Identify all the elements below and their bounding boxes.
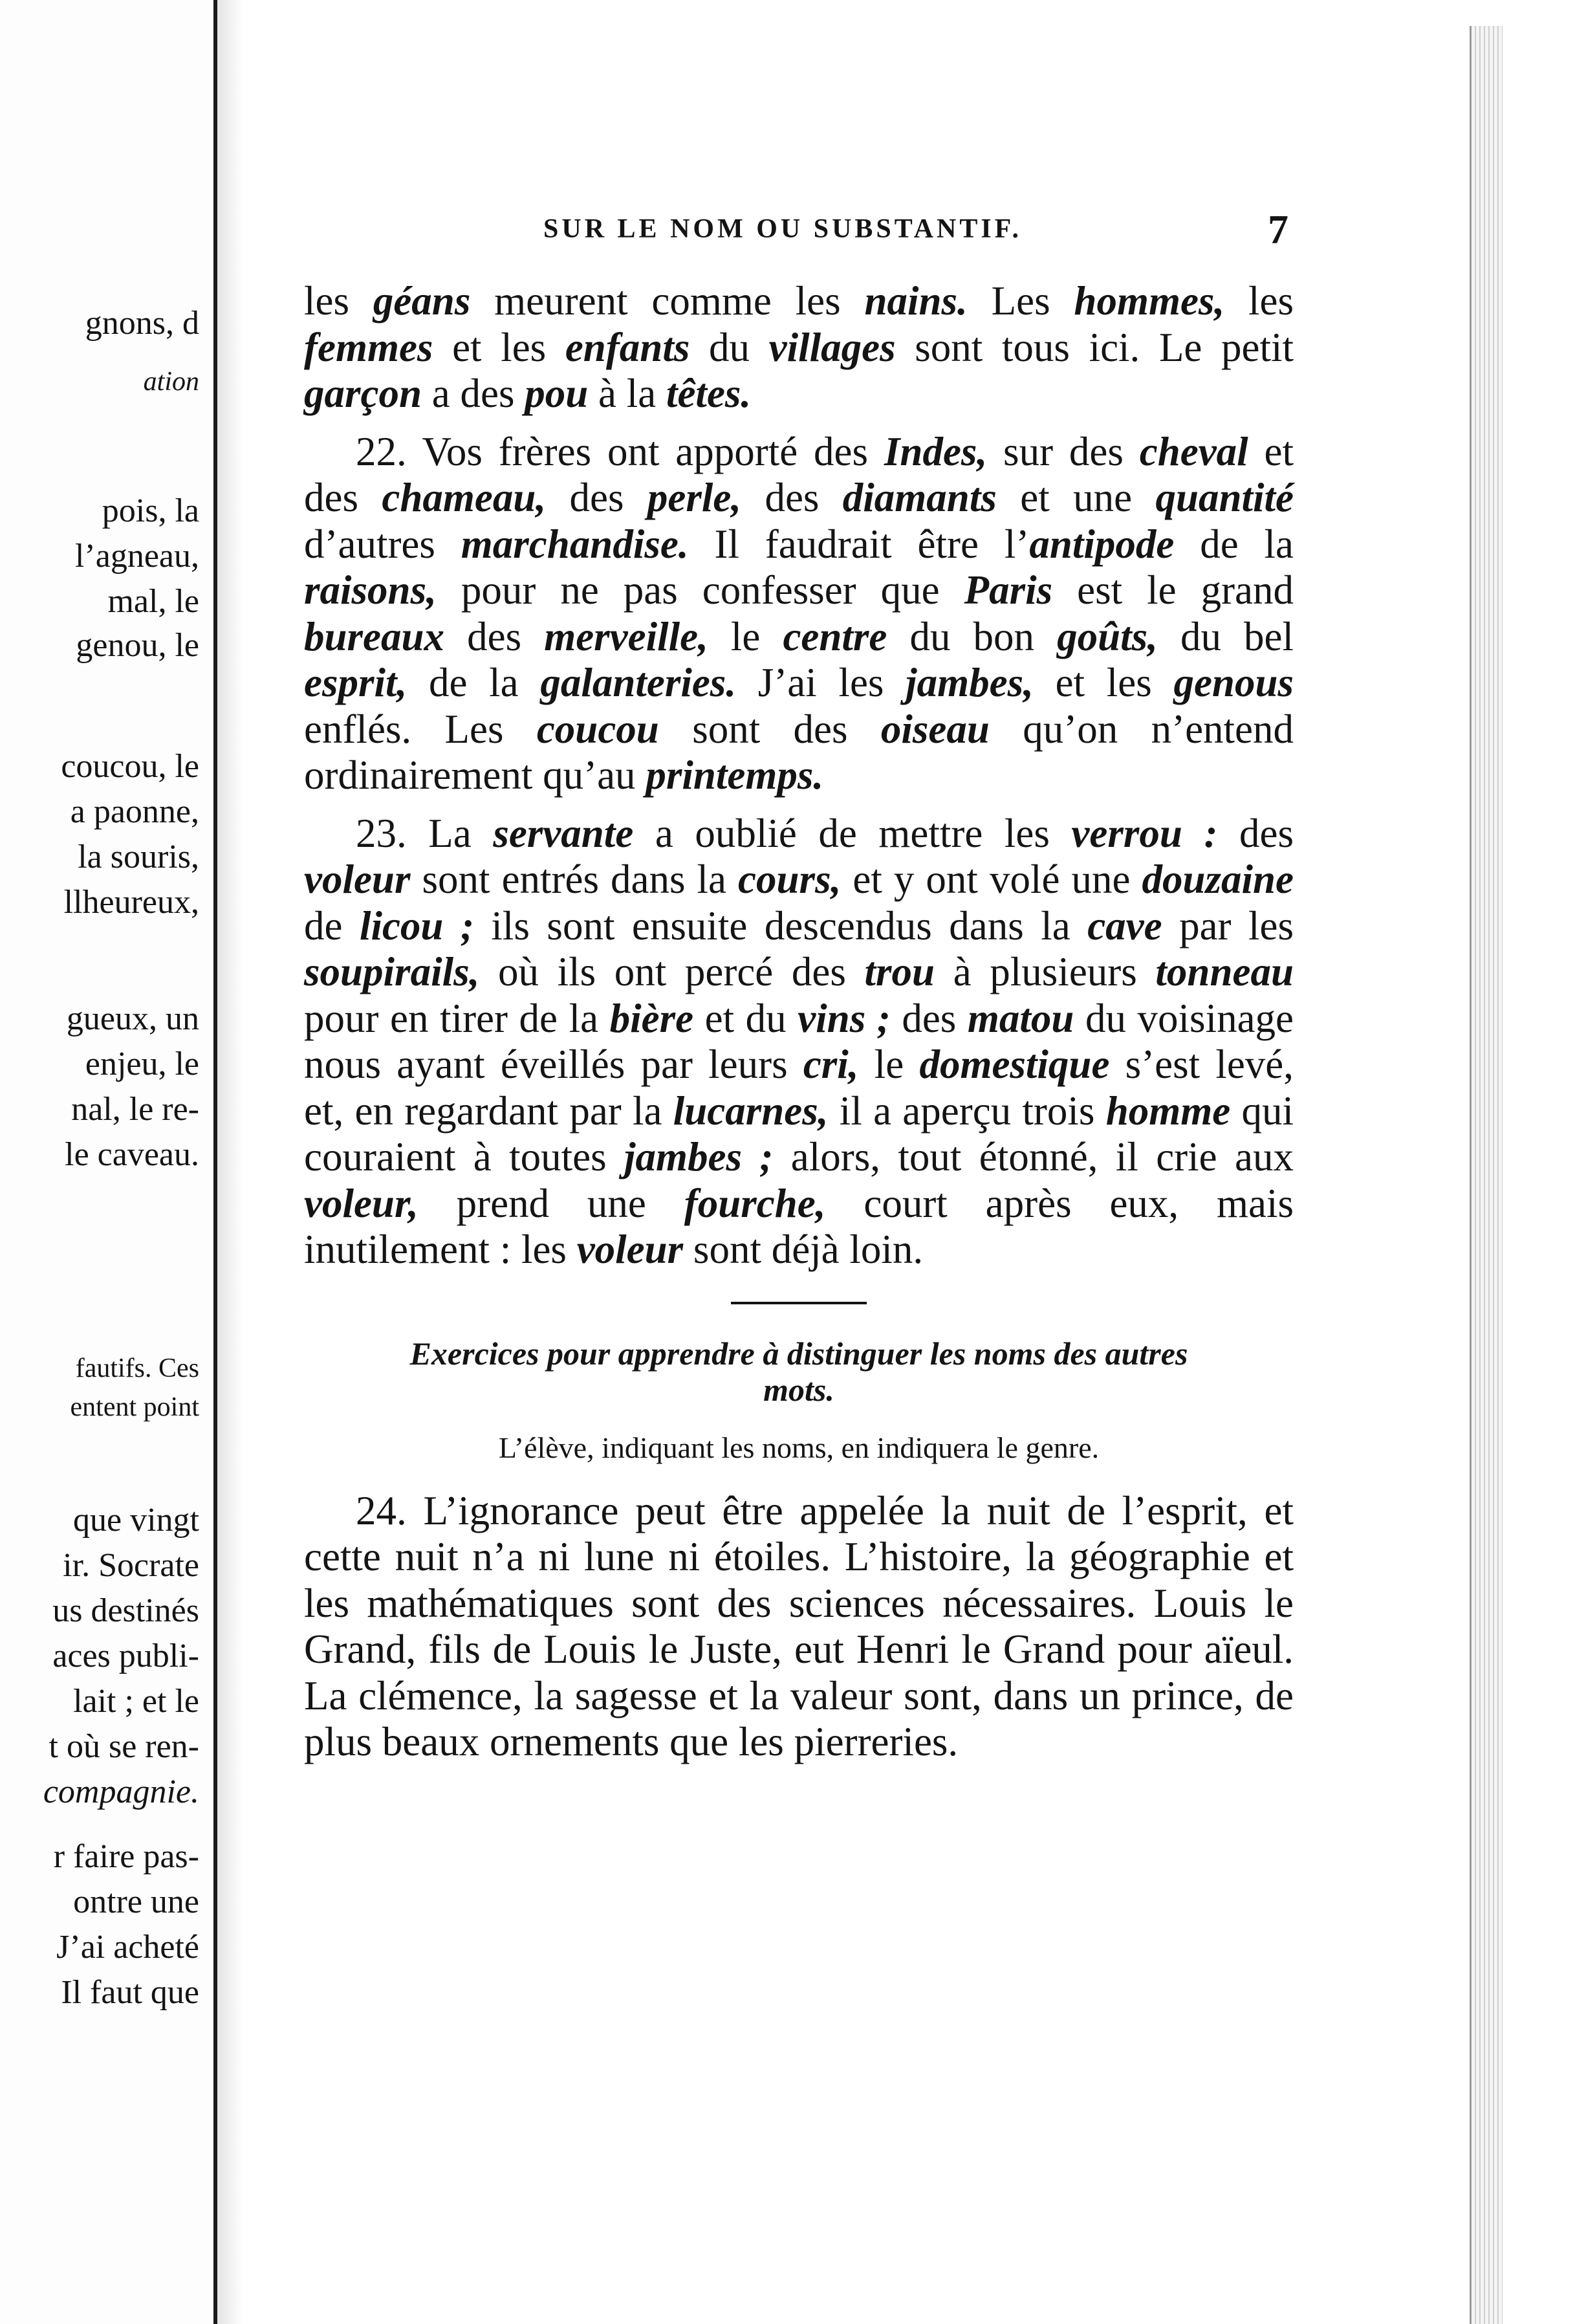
noun-exercise-word: voleur xyxy=(304,857,411,902)
noun-exercise-word: tonneau xyxy=(1155,949,1294,994)
noun-exercise-word: vins ; xyxy=(798,995,891,1041)
noun-exercise-word: domestique xyxy=(919,1042,1110,1087)
noun-exercise-word: trou xyxy=(864,949,935,994)
facing-line: ation xyxy=(143,367,199,397)
facing-line: aces publi- xyxy=(52,1638,199,1674)
noun-exercise-word: têtes. xyxy=(666,371,752,416)
noun-exercise-word: galanteries. xyxy=(540,660,737,705)
noun-exercise-word: nains. xyxy=(864,278,968,323)
facing-line: lait ; et le xyxy=(73,1683,199,1720)
exercise-instruction: L’élève, indiquant les noms, en indiquera le genre. xyxy=(498,1431,1100,1464)
noun-exercise-word: diamants xyxy=(842,475,997,520)
noun-exercise-word: femmes xyxy=(304,324,433,370)
page-edges xyxy=(1470,26,1503,2324)
noun-exercise-word: Paris xyxy=(964,567,1053,613)
facing-line: llheureux, xyxy=(63,884,199,921)
noun-exercise-word: cri, xyxy=(803,1042,859,1087)
noun-exercise-word: verrou : xyxy=(1071,810,1218,856)
facing-line: la souris, xyxy=(78,839,199,875)
paragraph-24: 24. L’ignorance peut être appelée la nuit de l’esprit, et cette nuit n’a ni lune ni étoiles. L’histoire, la géographie et les mathématiques sont des sciences nécessaires. Louis le Grand, fils de Louis le Juste, eut Henri le Grand pour aïeul. La clémence, la sagesse et la valeur sont, dans un prince, de plus beaux ornements que les pierreries. xyxy=(304,1487,1294,1764)
facing-page-fragment xyxy=(0,0,217,2324)
facing-line: compagnie. xyxy=(43,1773,199,1810)
facing-line: nal, le re- xyxy=(71,1091,199,1128)
facing-line: l’agneau, xyxy=(74,538,199,575)
noun-exercise-word: pou xyxy=(525,371,589,416)
noun-exercise-word: printemps. xyxy=(646,752,824,798)
noun-exercise-word: genous xyxy=(1173,660,1294,705)
facing-line: us destinés xyxy=(52,1592,199,1629)
facing-line: gueux, un xyxy=(66,1000,199,1037)
facing-line: pois, la xyxy=(102,492,199,529)
noun-exercise-word: centre xyxy=(783,613,887,659)
running-head: SUR LE NOM OU SUBSTANTIF. xyxy=(543,214,1022,244)
facing-line: gnons, d xyxy=(85,305,199,342)
noun-exercise-word: fourche, xyxy=(684,1180,826,1226)
noun-exercise-word: marchandise. xyxy=(461,521,689,567)
facing-line: t où se ren- xyxy=(49,1728,199,1765)
facing-line: que vingt xyxy=(73,1502,199,1539)
facing-line: genou, le xyxy=(76,627,199,664)
noun-exercise-word: voleur xyxy=(576,1227,684,1272)
facing-line: J’ai acheté xyxy=(56,1929,199,1966)
facing-line: a paonne, xyxy=(70,793,199,830)
noun-exercise-word: homme xyxy=(1105,1088,1231,1134)
noun-exercise-word: licou ; xyxy=(359,903,474,948)
noun-exercise-word: coucou xyxy=(536,706,659,752)
page-number: 7 xyxy=(1268,206,1288,252)
noun-exercise-word: hommes, xyxy=(1074,278,1225,323)
book-gutter xyxy=(217,0,243,2324)
section-divider xyxy=(731,1302,867,1304)
noun-exercise-word: esprit, xyxy=(304,660,407,705)
noun-exercise-word: garçon xyxy=(304,371,422,416)
facing-line: Il faut que xyxy=(61,1974,199,2011)
noun-exercise-word: perle, xyxy=(647,475,742,520)
noun-exercise-word: cave xyxy=(1087,903,1162,948)
noun-exercise-word: lucarnes, xyxy=(673,1088,829,1134)
noun-exercise-word: bière xyxy=(609,995,694,1041)
noun-exercise-word: douzaine xyxy=(1142,857,1294,902)
facing-line: entent point xyxy=(70,1392,199,1422)
noun-exercise-word: bureaux xyxy=(304,613,445,659)
paragraph-22: 22. Vos frères ont apporté des Indes, sur des cheval et des chameau, des perle, des diamants et une quantité d’autres marchandise. Il faudrait être l’antipode de la raisons, pour ne pas confesser que Paris est le grand bureaux des merveille, le centre du bon goûts, du bel esprit, de la galanteries. J’ai les jambes, et les genous enflés. Les coucou sont des oiseau qu’on n’entend ordinairement qu’au printemps. xyxy=(304,428,1294,798)
facing-line: fautifs. Ces xyxy=(75,1354,199,1383)
facing-line: mal, le xyxy=(107,583,199,620)
noun-exercise-word: oiseau xyxy=(880,706,990,752)
paragraph-23: 23. La servante a oublié de mettre les verrou : des voleur sont entrés dans la cours, et y ont volé une douzaine de licou ; ils sont ensuite descendus dans la cave par les soupirails, où ils ont percé des trou à plusieurs tonneau pour en tirer de la bière et du vins ; des matou du voisinage nous ayant éveillés par leurs cri, le domestique s’est levé, et, en regardant par la lucarnes, il a aperçu trois homme qui couraient à toutes jambes ; alors, tout étonné, il crie aux voleur, prend une fourche, court après eux, mais inutilement : les voleur sont déjà loin. xyxy=(304,810,1294,1272)
facing-line: r faire pas- xyxy=(53,1838,199,1875)
noun-exercise-word: Indes, xyxy=(884,428,988,474)
noun-exercise-word: villages xyxy=(768,324,896,370)
body-text xyxy=(304,278,1294,1766)
noun-exercise-word: goûts, xyxy=(1057,613,1158,659)
noun-exercise-word: enfants xyxy=(565,324,690,370)
noun-exercise-word: matou xyxy=(967,995,1074,1041)
noun-exercise-word: géans xyxy=(373,278,471,323)
facing-line: ir. Socrate xyxy=(63,1547,199,1584)
noun-exercise-word: voleur, xyxy=(304,1180,418,1226)
noun-exercise-word: jambes ; xyxy=(624,1134,774,1179)
noun-exercise-word: quantité xyxy=(1155,475,1294,520)
noun-exercise-word: chameau, xyxy=(382,475,547,520)
facing-line: enjeu, le xyxy=(85,1046,199,1082)
noun-exercise-word: servante xyxy=(493,810,634,856)
paragraph-21-continued: les géans meurent comme les nains. Les hommes, les femmes et les enfants du villages sont tous ici. Le petit garçon a des pou à la têtes. xyxy=(304,278,1294,416)
noun-exercise-word: soupirails, xyxy=(304,949,480,994)
noun-exercise-word: cours, xyxy=(738,857,842,902)
noun-exercise-word: cheval xyxy=(1139,428,1248,474)
facing-line: coucou, le xyxy=(61,748,199,785)
noun-exercise-word: jambes, xyxy=(906,660,1034,705)
facing-line: ontre une xyxy=(73,1883,199,1920)
exercise-heading: Exercices pour apprendre à distinguer les noms des autres mots. xyxy=(409,1335,1188,1408)
facing-line: le caveau. xyxy=(65,1136,199,1173)
noun-exercise-word: raisons, xyxy=(304,567,437,613)
noun-exercise-word: merveille, xyxy=(544,613,708,659)
noun-exercise-word: antipode xyxy=(1029,521,1175,567)
